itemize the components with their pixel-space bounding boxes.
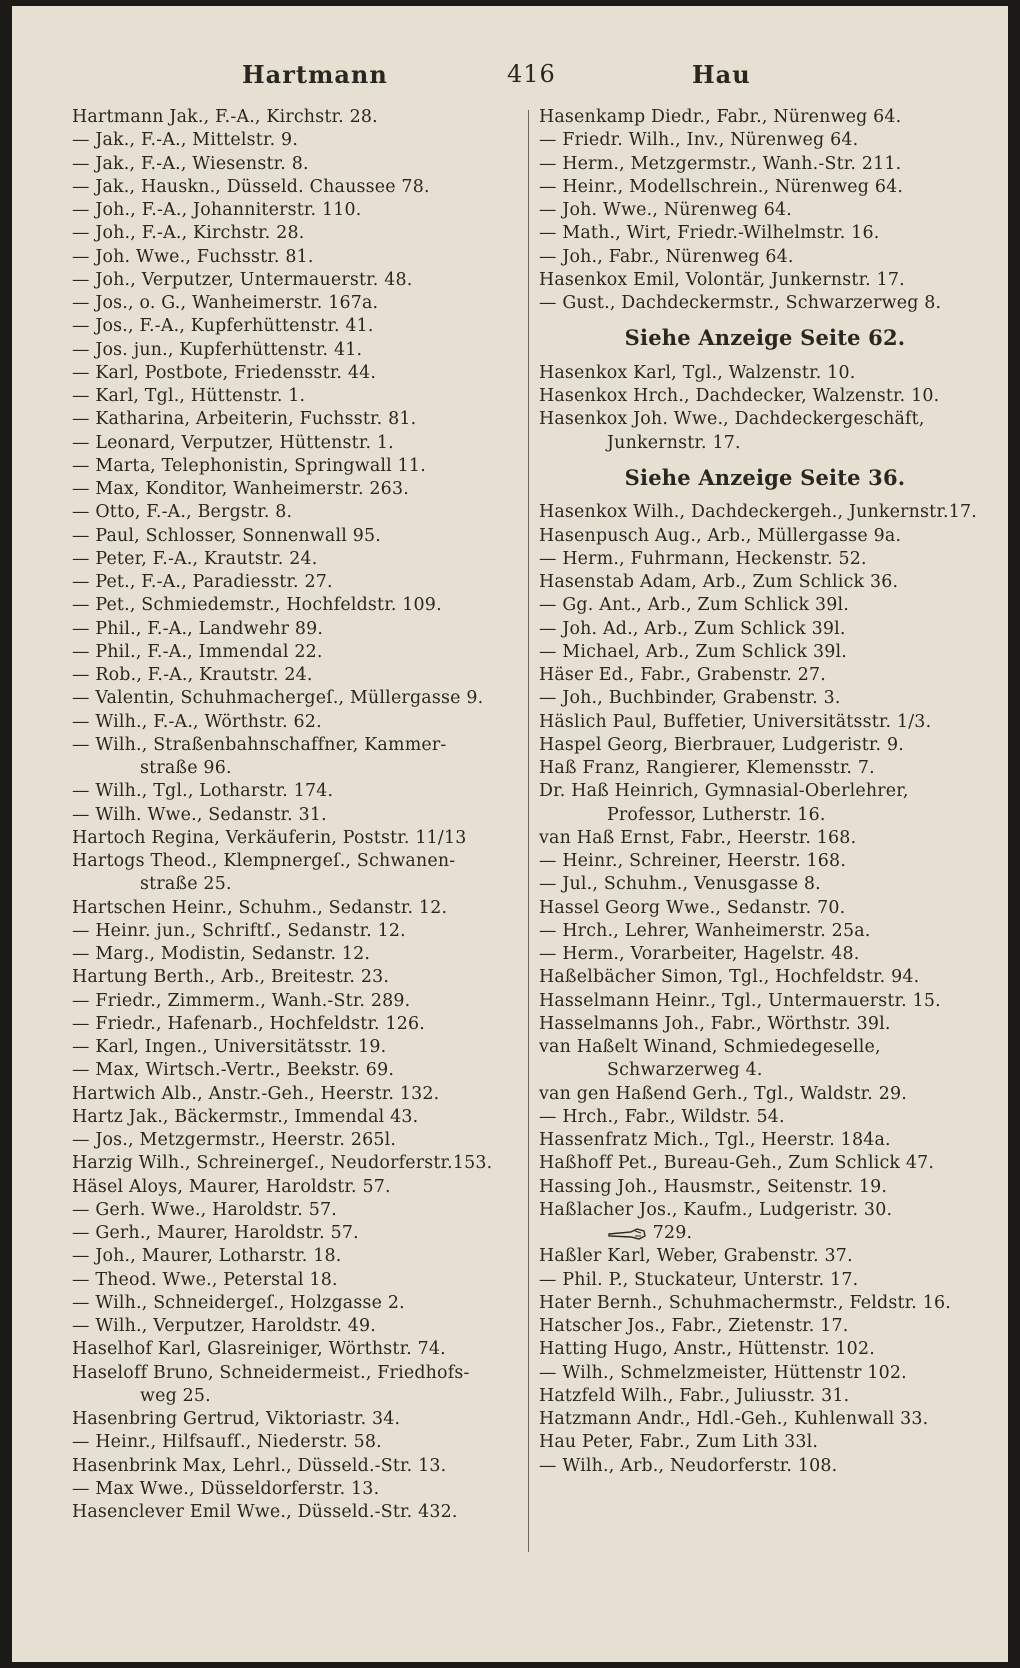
- directory-entry: [72, 501, 520, 524]
- entry-text: Schwarzerweg 4.: [607, 1060, 763, 1081]
- directory-entry: [539, 1338, 991, 1361]
- directory-entry: [539, 966, 991, 989]
- directory-entry: [72, 780, 520, 803]
- entry-text: — Joh., Fabr., Nürenweg 64.: [539, 246, 794, 267]
- entry-text: Hasenpusch Aug., Arb., Müllergasse 9a.: [539, 525, 902, 546]
- directory-entry: [72, 594, 520, 617]
- directory-entry-continuation: [72, 757, 520, 780]
- directory-entry: [72, 478, 520, 501]
- entry-text: Hasenstab Adam, Arb., Zum Schlick 36.: [539, 572, 899, 592]
- entry-text: Hater Bernh., Schuhmachermstr., Feldstr. 16.: [539, 1292, 952, 1313]
- entry-text: — Wilh., Arb., Neudorferstr. 108.: [539, 1455, 838, 1476]
- directory-entry: [72, 1199, 520, 1222]
- entry-text: — Joh. Ad., Arb., Zum Schlick 39l.: [539, 618, 846, 639]
- directory-entry: [72, 1408, 520, 1431]
- entry-text: — Herm., Vorarbeiter, Hagelstr. 48.: [539, 944, 860, 964]
- directory-entry: [72, 199, 520, 222]
- entry-text: — Gerh. Wwe., Haroldstr. 57.: [72, 1199, 337, 1220]
- entry-text: — Michael, Arb., Zum Schlick 39l.: [539, 641, 847, 662]
- directory-entry: [72, 1338, 520, 1361]
- directory-entry: [539, 920, 991, 943]
- advertisement-reference: Siehe Anzeige Seite 62.: [624, 325, 906, 351]
- entry-text: — Gust., Dachdeckermstr., Schwarzerweg 8.: [539, 293, 942, 313]
- page-header: [12, 60, 1008, 100]
- entry-text: — Joh., Buchbinder, Grabenstr. 3.: [539, 688, 841, 709]
- directory-entry: [72, 153, 520, 176]
- entry-text: Hasenkox Karl, Tgl., Walzenstr. 10.: [539, 362, 856, 383]
- entry-text: — Jak., F.-A., Wiesenstr. 8.: [72, 153, 309, 174]
- directory-entry: [539, 757, 991, 780]
- entry-text: Hassenfratz Mich., Tgl., Heerstr. 184a.: [539, 1130, 891, 1150]
- entry-text: — Heinr. jun., Schriftſ., Sedanstr. 12.: [72, 920, 406, 941]
- entry-text: — Phil. P., Stuckateur, Unterstr. 17.: [539, 1269, 859, 1290]
- entry-text: — Wilh., Tgl., Lotharstr. 174.: [72, 781, 334, 802]
- directory-entry: [72, 1269, 520, 1292]
- directory-entry: [72, 990, 520, 1013]
- directory-entry: [539, 641, 991, 664]
- directory-entry: [539, 1199, 991, 1222]
- entry-text: Haßler Karl, Weber, Grabenstr. 37.: [539, 1246, 853, 1267]
- entry-text: — Gerh., Maurer, Haroldstr. 57.: [72, 1223, 359, 1243]
- entry-text: — Valentin, Schuhmachergeſ., Müllergasse 9.: [72, 688, 484, 709]
- entry-text: van gen Haßend Gerh., Tgl., Waldstr. 29.: [539, 1083, 907, 1104]
- directory-entry: [72, 362, 520, 385]
- directory-entry: [72, 1106, 520, 1129]
- directory-entry: [539, 1315, 991, 1338]
- directory-entry: [539, 780, 991, 803]
- directory-entry: [539, 1013, 991, 1036]
- directory-entry: [72, 1083, 520, 1106]
- directory-entry: [539, 222, 991, 245]
- directory-entry: [539, 571, 991, 594]
- directory-entry: [72, 1455, 520, 1478]
- page-number: 416: [507, 60, 556, 88]
- entry-text: Hatscher Jos., Fabr., Zietenstr. 17.: [539, 1316, 849, 1336]
- directory-entry: [72, 1292, 520, 1315]
- directory-entry: [72, 571, 520, 594]
- entry-text: Hartz Jak., Bäckermstr., Immendal 43.: [72, 1106, 419, 1127]
- telephone-hand-icon: [607, 1227, 647, 1241]
- directory-entry: [539, 1036, 991, 1059]
- directory-entry: [539, 176, 991, 199]
- entry-text: — Wilh. Wwe., Sedanstr. 31.: [72, 804, 327, 825]
- entry-text: — Jul., Schuhm., Venusgasse 8.: [539, 874, 821, 895]
- entry-text: Harzig Wilh., Schreinergeſ., Neudorferstr.153.: [72, 1153, 493, 1174]
- directory-entry: [539, 594, 991, 617]
- directory-entry: [72, 664, 520, 687]
- entry-text: — Jak., F.-A., Mittelstr. 9.: [72, 130, 299, 151]
- entry-text: — Joh., F.-A., Kirchstr. 28.: [72, 223, 305, 244]
- entry-text: straße 96.: [140, 758, 232, 778]
- entry-text: Hasselmanns Joh., Fabr., Wörthstr. 39l.: [539, 1013, 891, 1034]
- directory-entry: [539, 1083, 991, 1106]
- entry-text: Junkernstr. 17.: [607, 432, 741, 453]
- directory-entry: [72, 176, 520, 199]
- directory-entry: [539, 1269, 991, 1292]
- entry-text: Hasenkox Joh. Wwe., Dachdeckergeschäft,: [539, 409, 925, 430]
- entry-text: Häser Ed., Fabr., Grabenstr. 27.: [539, 665, 826, 685]
- entry-text: Hartogs Theod., Klempnergeſ., Schwanen-: [72, 851, 456, 871]
- directory-entry: [539, 269, 991, 292]
- entry-text: Hasenkox Wilh., Dachdeckergeh., Junkernstr.17.: [539, 502, 977, 523]
- directory-entry: [539, 734, 991, 757]
- directory-entry: [72, 292, 520, 315]
- entry-text: Häsel Aloys, Maurer, Haroldstr. 57.: [72, 1176, 391, 1197]
- entry-text: — Jos., F.-A., Kupferhüttenstr. 41.: [72, 316, 374, 337]
- entry-text: — Peter, F.-A., Krautstr. 24.: [72, 548, 318, 569]
- directory-entry: [539, 501, 991, 524]
- directory-entry: [539, 199, 991, 222]
- entry-text: Hatting Hugo, Anstr., Hüttenstr. 102.: [539, 1339, 875, 1360]
- advertisement-reference: Siehe Anzeige Seite 36.: [624, 464, 906, 490]
- entry-text: Hartschen Heinr., Schuhm., Sedanstr. 12.: [72, 897, 448, 918]
- directory-entry: [539, 687, 991, 710]
- directory-entry: [72, 269, 520, 292]
- entry-text: — Herm., Metzgermstr., Wanh.-Str. 211.: [539, 153, 902, 174]
- entry-text: Haspel Georg, Bierbrauer, Ludgeristr. 9.: [539, 734, 904, 755]
- directory-entry-continuation: [539, 1222, 991, 1245]
- directory-entry: [72, 966, 520, 989]
- entry-text: Hassing Joh., Hausmstr., Seitenstr. 19.: [539, 1176, 888, 1197]
- directory-entry: [72, 1431, 520, 1454]
- directory-entry: [539, 850, 991, 873]
- entry-text: Hasenkamp Diedr., Fabr., Nürenweg 64.: [539, 107, 902, 127]
- entry-text: Haßhoff Pet., Bureau-Geh., Zum Schlick 47.: [539, 1153, 935, 1174]
- entry-text: — Joh., Maurer, Lotharstr. 18.: [72, 1246, 342, 1267]
- directory-entry: [539, 1152, 991, 1175]
- directory-entry: [539, 897, 991, 920]
- entry-text: — Hrch., Lehrer, Wanheimerstr. 25a.: [539, 920, 871, 941]
- entry-text: — Rob., F.-A., Krautstr. 24.: [72, 665, 313, 685]
- directory-entry: [539, 106, 991, 129]
- entry-text: — Herm., Fuhrmann, Heckenstr. 52.: [539, 548, 867, 569]
- right-column: [539, 106, 991, 1478]
- entry-text: — Phil., F.-A., Immendal 22.: [72, 641, 323, 662]
- entry-text: Hasenbrink Max, Lehrl., Düsseld.-Str. 13.: [72, 1455, 447, 1476]
- entry-text: Haßlacher Jos., Kaufm., Ludgeristr. 30.: [539, 1199, 893, 1220]
- entry-text: Hasenkox Hrch., Dachdecker, Walzenstr. 10.: [539, 386, 940, 406]
- directory-entry: [72, 1362, 520, 1385]
- directory-entry: [72, 1036, 520, 1059]
- directory-entry: [72, 1478, 520, 1501]
- entry-text: — Phil., F.-A., Landwehr 89.: [72, 618, 324, 639]
- entry-text: — Heinr., Hilfsaufſ., Niederstr. 58.: [72, 1432, 382, 1453]
- directory-entry: [72, 315, 520, 338]
- directory-entry-continuation: [72, 1385, 520, 1408]
- entry-text: — Joh., F.-A., Johanniterstr. 110.: [72, 200, 362, 220]
- entry-text: — Max, Wirtsch.-Vertr., Beekstr. 69.: [72, 1060, 395, 1081]
- directory-entry: [72, 1152, 520, 1175]
- directory-entry: [72, 339, 520, 362]
- entry-text: — Wilh., Schmelzmeister, Hüttenstr 102.: [539, 1362, 907, 1383]
- directory-entry: [72, 385, 520, 408]
- directory-entry: [539, 1129, 991, 1152]
- directory-entry: [72, 1245, 520, 1268]
- directory-entry: [72, 827, 520, 850]
- entry-text: Hartwich Alb., Anstr.-Geh., Heerstr. 132.: [72, 1083, 440, 1104]
- directory-entry: [72, 734, 520, 757]
- entry-text: Hau Peter, Fabr., Zum Lith 33l.: [539, 1432, 819, 1453]
- directory-entry: [72, 432, 520, 455]
- entry-text: — Otto, F.-A., Bergstr. 8.: [72, 502, 293, 523]
- entry-text: Hatzmann Andr., Hdl.-Geh., Kuhlenwall 33.: [539, 1409, 929, 1429]
- entry-text: — Wilh., Schneidergeſ., Holzgasse 2.: [72, 1292, 405, 1313]
- running-head-left: Hartmann: [242, 60, 388, 89]
- directory-entry: [72, 804, 520, 827]
- directory-entry: [72, 246, 520, 269]
- entry-text: — Pet., F.-A., Paradiesstr. 27.: [72, 572, 333, 592]
- directory-entry-continuation: [539, 804, 991, 827]
- entry-text: Haseloff Bruno, Schneidermeist., Friedhofs-: [72, 1362, 470, 1383]
- directory-entry: [539, 618, 991, 641]
- entry-text: — Joh. Wwe., Nürenweg 64.: [539, 200, 792, 220]
- entry-text: Hassel Georg Wwe., Sedanstr. 70.: [539, 897, 846, 918]
- entry-text: Haßelbächer Simon, Tgl., Hochfeldstr. 94.: [539, 967, 920, 988]
- entry-text: Haselhof Karl, Glasreiniger, Wörthstr. 74.: [72, 1339, 446, 1360]
- entry-text: — Friedr., Hafenarb., Hochfeldstr. 126.: [72, 1013, 426, 1034]
- directory-entry: [539, 1431, 991, 1454]
- entry-text: van Haßelt Winand, Schmiedegeselle,: [539, 1037, 881, 1057]
- entry-text: Hartoch Regina, Verkäuferin, Poststr. 11/13: [72, 827, 467, 848]
- entry-text: Hartung Berth., Arb., Breitestr. 23.: [72, 967, 390, 988]
- directory-entry: [72, 687, 520, 710]
- directory-entry: [539, 385, 991, 408]
- directory-entry: [539, 246, 991, 269]
- directory-entry: [72, 408, 520, 431]
- directory-entry: [539, 362, 991, 385]
- directory-entry: [72, 920, 520, 943]
- entry-text: — Math., Wirt, Friedr.-Wilhelmstr. 16.: [539, 223, 880, 244]
- directory-entry: [72, 711, 520, 734]
- entry-text: Dr. Haß Heinrich, Gymnasial-Oberlehrer,: [539, 781, 909, 802]
- directory-entry-continuation: [539, 432, 991, 455]
- entry-text: — Pet., Schmiedemstr., Hochfeldstr. 109.: [72, 595, 442, 616]
- directory-entry: [539, 525, 991, 548]
- entry-text: — Heinr., Schreiner, Heerstr. 168.: [539, 851, 847, 871]
- directory-entry: [72, 1315, 520, 1338]
- directory-entry: [539, 1455, 991, 1478]
- directory-entry: [72, 455, 520, 478]
- directory-entry: [72, 943, 520, 966]
- entry-text: — Marg., Modistin, Sedanstr. 12.: [72, 944, 371, 964]
- directory-entry-continuation: [539, 1059, 991, 1082]
- directory-entry: [72, 850, 520, 873]
- entry-text: Hasselmann Heinr., Tgl., Untermauerstr. 15.: [539, 990, 941, 1011]
- directory-entry: [539, 1292, 991, 1315]
- entry-text: — Wilh., Straßenbahnschaffner, Kammer-: [72, 734, 447, 755]
- entry-text: — Paul, Schlosser, Sonnenwall 95.: [72, 525, 381, 546]
- directory-entry: [539, 1408, 991, 1431]
- directory-entry: [72, 1176, 520, 1199]
- left-column: [72, 106, 520, 1524]
- directory-entry: [539, 1176, 991, 1199]
- entry-text: — Katharina, Arbeiterin, Fuchsstr. 81.: [72, 409, 417, 430]
- entry-text: — Theod. Wwe., Peterstal 18.: [72, 1269, 338, 1290]
- entry-text: — Karl, Ingen., Universitätsstr. 19.: [72, 1037, 387, 1057]
- entry-text: — Max, Konditor, Wanheimerstr. 263.: [72, 479, 409, 499]
- entry-text: — Jos., Metzgermstr., Heerstr. 265l.: [72, 1130, 397, 1150]
- directory-entry: [539, 990, 991, 1013]
- directory-entry: [72, 222, 520, 245]
- entry-text: — Friedr., Zimmerm., Wanh.-Str. 289.: [72, 990, 411, 1011]
- directory-entry: [539, 1362, 991, 1385]
- directory-entry: [72, 106, 520, 129]
- directory-entry: [539, 711, 991, 734]
- entry-text: — Karl, Postbote, Friedensstr. 44.: [72, 362, 377, 383]
- directory-entry: [72, 129, 520, 152]
- directory-entry: [539, 548, 991, 571]
- directory-entry: [539, 943, 991, 966]
- directory-entry: [539, 827, 991, 850]
- directory-entry: [72, 525, 520, 548]
- directory-entry: [539, 408, 991, 431]
- entry-text: Häslich Paul, Buffetier, Universitätsstr. 1/3.: [539, 711, 932, 732]
- directory-entry: [539, 664, 991, 687]
- directory-entry: [539, 1385, 991, 1408]
- entry-text: weg 25.: [140, 1385, 211, 1406]
- entry-text: Hasenclever Emil Wwe., Düsseld.-Str. 432.: [72, 1502, 458, 1522]
- directory-entry: [539, 1106, 991, 1129]
- directory-entry: [539, 129, 991, 152]
- entry-text: — Joh., Verputzer, Untermauerstr. 48.: [72, 269, 413, 290]
- entry-text: Hartmann Jak., F.-A., Kirchstr. 28.: [72, 107, 378, 127]
- directory-entry: [72, 1129, 520, 1152]
- directory-entry: [72, 1222, 520, 1245]
- entry-text: — Gg. Ant., Arb., Zum Schlick 39l.: [539, 595, 850, 616]
- entry-text: — Wilh., Verputzer, Haroldstr. 49.: [72, 1316, 377, 1336]
- directory-entry: [72, 641, 520, 664]
- entry-text: — Wilh., F.-A., Wörthstr. 62.: [72, 711, 322, 732]
- entry-text: — Jos. jun., Kupferhüttenstr. 41.: [72, 339, 363, 360]
- directory-entry: [539, 292, 991, 315]
- entry-text: — Hrch., Fabr., Wildstr. 54.: [539, 1106, 785, 1127]
- running-head-right: Hau: [692, 60, 751, 89]
- entry-text: Hasenbring Gertrud, Viktoriastr. 34.: [72, 1409, 401, 1429]
- entry-text: — Max Wwe., Düsseldorferstr. 13.: [72, 1478, 380, 1499]
- entry-text: straße 25.: [140, 874, 232, 895]
- directory-entry-continuation: [72, 873, 520, 896]
- entry-text: Professor, Lutherstr. 16.: [607, 804, 826, 825]
- entry-text: — Marta, Telephonistin, Springwall 11.: [72, 455, 426, 476]
- entry-text: 729.: [652, 1223, 693, 1243]
- entry-text: — Jos., o. G., Wanheimerstr. 167a.: [72, 293, 379, 313]
- entry-text: Hatzfeld Wilh., Fabr., Juliusstr. 31.: [539, 1385, 850, 1406]
- directory-entry: [72, 548, 520, 571]
- directory-entry: [539, 1245, 991, 1268]
- entry-text: — Heinr., Modellschrein., Nürenweg 64.: [539, 176, 904, 197]
- directory-entry: [72, 618, 520, 641]
- entry-text: Haß Franz, Rangierer, Klemensstr. 7.: [539, 758, 875, 778]
- entry-text: — Joh. Wwe., Fuchsstr. 81.: [72, 246, 314, 267]
- entry-text: — Friedr. Wilh., Inv., Nürenweg 64.: [539, 130, 859, 151]
- directory-entry: [72, 897, 520, 920]
- directory-entry: [72, 1059, 520, 1082]
- entry-text: Hasenkox Emil, Volontär, Junkernstr. 17.: [539, 269, 905, 290]
- directory-entry: [539, 153, 991, 176]
- directory-page: [12, 6, 1008, 1662]
- directory-entry: [72, 1501, 520, 1524]
- entry-text: — Jak., Hauskn., Düsseld. Chaussee 78.: [72, 176, 430, 197]
- entry-text: — Leonard, Verputzer, Hüttenstr. 1.: [72, 432, 394, 453]
- entry-text: — Karl, Tgl., Hüttenstr. 1.: [72, 386, 306, 406]
- directory-entry: [72, 1013, 520, 1036]
- directory-entry: [539, 873, 991, 896]
- entry-text: van Haß Ernst, Fabr., Heerstr. 168.: [539, 827, 857, 848]
- column-divider: [528, 110, 529, 1552]
